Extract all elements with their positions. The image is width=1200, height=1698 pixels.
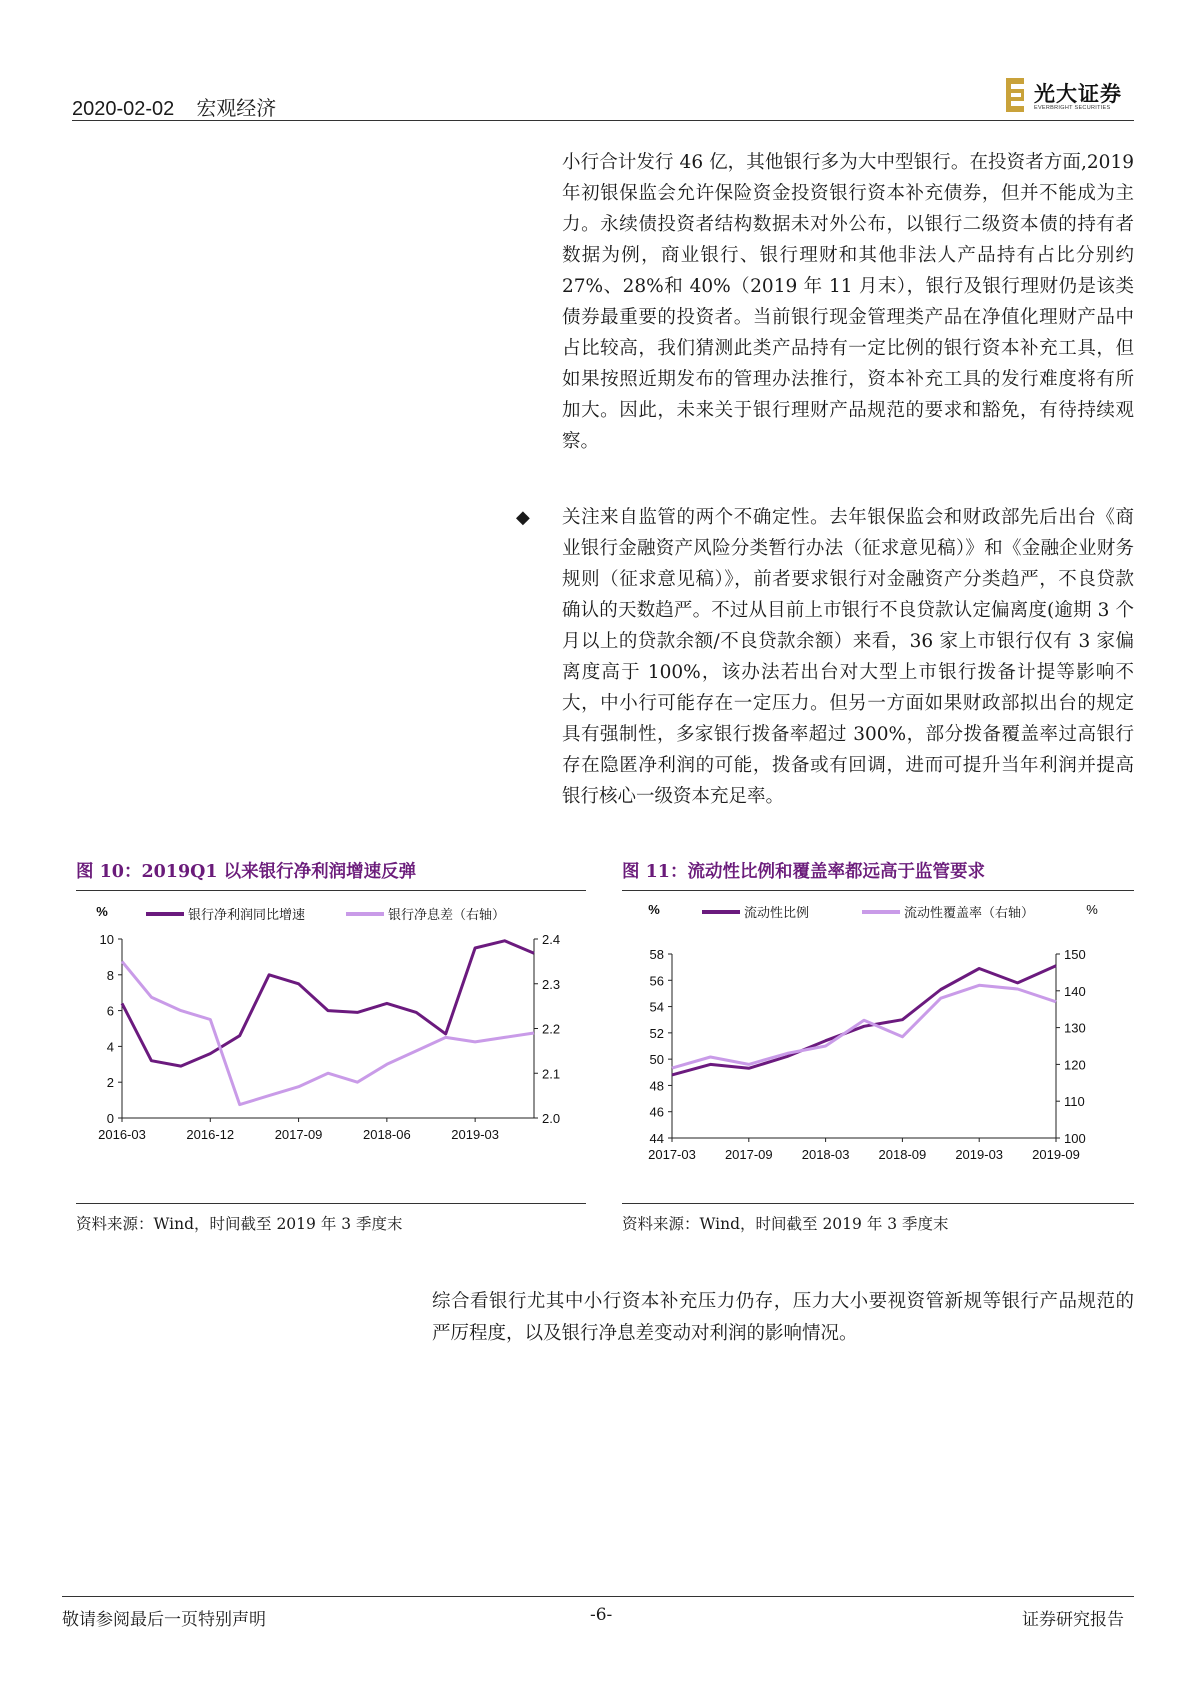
y-right-tick-label: 120 [1064,1057,1086,1073]
report-date: 2020-02-02 [72,98,175,120]
x-tick-label: 2018-06 [362,1127,411,1142]
y-right-tick-label: 130 [1064,1020,1086,1036]
y-left-tick-label: 46 [649,1104,664,1120]
y-right-tick-label: 110 [1064,1094,1085,1110]
left-axis-unit: % [648,902,660,917]
y-left-tick-label: 56 [649,973,664,989]
legend-label: 银行净利润同比增速 [188,908,306,923]
footer-divider [62,1596,1134,1597]
y-right-tick-label: 2.0 [542,1111,561,1126]
x-tick-label: 2019-03 [955,1147,1004,1162]
logo-mark-icon [1006,78,1028,112]
y-left-tick-label: 4 [106,1039,114,1055]
y-left-tick-label: 10 [99,932,114,947]
figure-10-chart [76,892,586,1192]
figure-11-chart [622,892,1134,1207]
y-right-tick-label: 2.1 [542,1066,561,1082]
y-left-tick-label: 2 [106,1075,114,1091]
x-tick-label: 2019-03 [451,1127,500,1142]
y-left-tick-label: 50 [649,1052,664,1068]
header-divider [72,120,1134,121]
y-left-tick-label: 0 [106,1111,114,1126]
series-line-right [122,961,534,1104]
figure-11-source: 资料来源：Wind，时间截至 2019 年 3 季度末 [622,1215,949,1233]
x-tick-label: 2017-03 [648,1147,696,1162]
y-left-tick-label: 6 [106,1003,114,1019]
y-right-tick-label: 2.3 [542,976,561,992]
figure-11-top-rule [622,890,1134,891]
y-right-tick-label: 150 [1064,947,1086,962]
figure-10-top-rule [76,890,586,891]
footer-report-type: 证券研究报告 [1022,1610,1124,1630]
paragraph-3: 综合看银行尤其中小行资本补充压力仍存，压力大小要视资管新规等银行产品规范的严厉程度，以及银行净息差变动对利润的影响情况。 [432,1291,1134,1344]
x-tick-label: 2017-09 [724,1147,773,1162]
figure-10-source: 资料来源：Wind，时间截至 2019 年 3 季度末 [76,1215,403,1233]
x-tick-label: 2018-03 [801,1147,850,1162]
y-left-tick-label: 8 [106,967,114,983]
legend-label: 银行净息差（右轴） [388,908,506,923]
figure-10-title: 图 10：2019Q1 以来银行净利润增速反弹 [76,862,417,882]
y-left-tick-label: 44 [649,1131,664,1146]
figure-11-svg [622,892,1134,1207]
figure-11-bottom-rule [622,1203,1134,1204]
company-logo [1006,78,1134,114]
figure-10-bottom-rule [76,1203,586,1204]
legend-label: 流动性比例 [744,906,810,921]
x-tick-label: 2016-03 [98,1127,146,1142]
y-left-tick-label: 58 [649,947,664,962]
logo-text-en: EVERBRIGHT SECURITIES [1034,105,1111,111]
paragraph-2: 关注来自监管的两个不确定性。去年银保监会和财政部先后出台《商业银行金融资产风险分类暂行办法（征求意见稿）》和《金融企业财务规则（征求意见稿）》，前者要求银行对金融资产分类趋严，不良贷款确认的天数趋严。不过从目前上市银行不良贷款认定偏离度(逾期 3 个月以上的贷款余额/不良贷款余额）来看，36 家上市银行仅有 3 家偏离度高于 100%，该办法若出台对大型上市银行拨备计提等影响不大，中小行可能存在一定压力。但另一方面如果财政部拟出台的规定具有强制性，多家银行拨备率超过 300%，部分拨备覆盖率过高银行存在隐匿净利润的可能，拨备或有回调，进而可提升当年利润并提高银行核心一级资本充足率。 [562,507,1134,807]
x-tick-label: 2019-09 [1032,1147,1080,1162]
y-left-tick-label: 54 [649,999,664,1015]
logo-text-cn: 光大证券 [1034,81,1122,106]
bullet-diamond-icon: ◆ [516,507,530,528]
y-right-tick-label: 100 [1064,1131,1086,1146]
header-meta [72,92,298,121]
figure-11-title: 图 11：流动性比例和覆盖率都远高于监管要求 [622,862,985,882]
x-tick-label: 2016-12 [186,1127,235,1142]
y-left-tick-label: 48 [649,1078,664,1094]
x-tick-label: 2017-09 [274,1127,323,1142]
x-tick-label: 2018-09 [878,1147,927,1162]
footer-disclaimer: 敬请参阅最后一页特别声明 [62,1610,266,1630]
legend-label: 流动性覆盖率（右轴） [904,906,1035,921]
left-axis-unit: % [96,904,108,919]
figure-10-svg [76,892,586,1192]
series-line-left [122,941,534,1066]
right-axis-unit: % [1086,902,1098,917]
report-section: 宏观经济 [196,98,277,120]
footer-page-number: -6- [590,1605,613,1625]
y-right-tick-label: 2.2 [542,1021,561,1037]
paragraph-1: 小行合计发行 46 亿，其他银行多为大中型银行。在投资者方面,2019 年初银保监会允许保险资金投资银行资本补充债券，但并不能成为主力。永续债投资者结构数据未对外公布，以银行二级资本债的持有者数据为例，商业银行、银行理财和其他非法人产品持有占比分别约 27%、28%和 40%（2019 年 11 月末），银行及银行理财仍是该类债券最重要的投资者。当前银行现金管理类产品在净值化理财产品中占比较高，我们猜测此类产品持有一定比例的银行资本补充工具，但如果按照近期发布的管理办法推行，资本补充工具的发行难度将有所加大。因此，未来关于银行理财产品规范的要求和豁免，有待持续观察。 [562,152,1134,452]
y-right-tick-label: 140 [1064,983,1086,999]
y-right-tick-label: 2.4 [542,932,561,947]
y-left-tick-label: 52 [649,1025,664,1041]
